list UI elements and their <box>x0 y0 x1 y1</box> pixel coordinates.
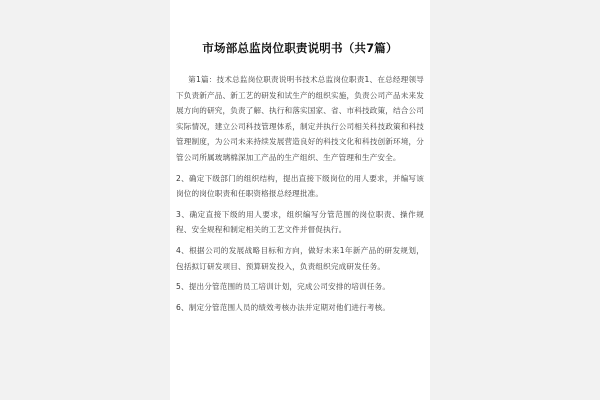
paragraph-6: 6、制定分管范围人员的绩效考核办法并定期对他们进行考核。 <box>176 302 391 312</box>
paragraph-2: 2、确定下级部门的组织结构，提出直接下级岗位的用人要求，并编写该岗位的岗位职责和任职资格报总经理批准。 <box>176 173 424 199</box>
document-title: 市场部总监岗位职责说明书（共7篇） <box>202 41 398 55</box>
paragraph-4: 4、根据公司的发展战略目标和方向，做好未来1年新产品的研发规划，包括拟订研发项目、预算研发投入，负责组织完成研发任务。 <box>176 245 424 271</box>
paragraph-3: 3、确定直接下级的用人要求，组织编写分管范围的岗位职责、操作规程、安全规程和制定相关的工艺文件并督促执行。 <box>176 209 424 235</box>
document-page <box>170 0 430 400</box>
paragraph-5: 5、提出分管范围的员工培训计划，完成公司安排的培训任务。 <box>176 282 391 292</box>
paragraph-1: 第1篇：技术总监岗位职责说明书技术总监岗位职责1、在总经理领导下负责新产品、新工艺的研发和试生产的组织实施，负责公司产品未来发展方向的研究，负责了解、执行和落实国家、省、市科技政策，结合公司实际情况，建立公司科技管理体系，制定并执行公司相关科技政策和科技管理制度，为公司未来持续发展营造良好的科技文化和科技创新环境，分管公司所属玻璃棉深加工产品的生产组织、生产管理和生产安全。 <box>176 75 424 162</box>
